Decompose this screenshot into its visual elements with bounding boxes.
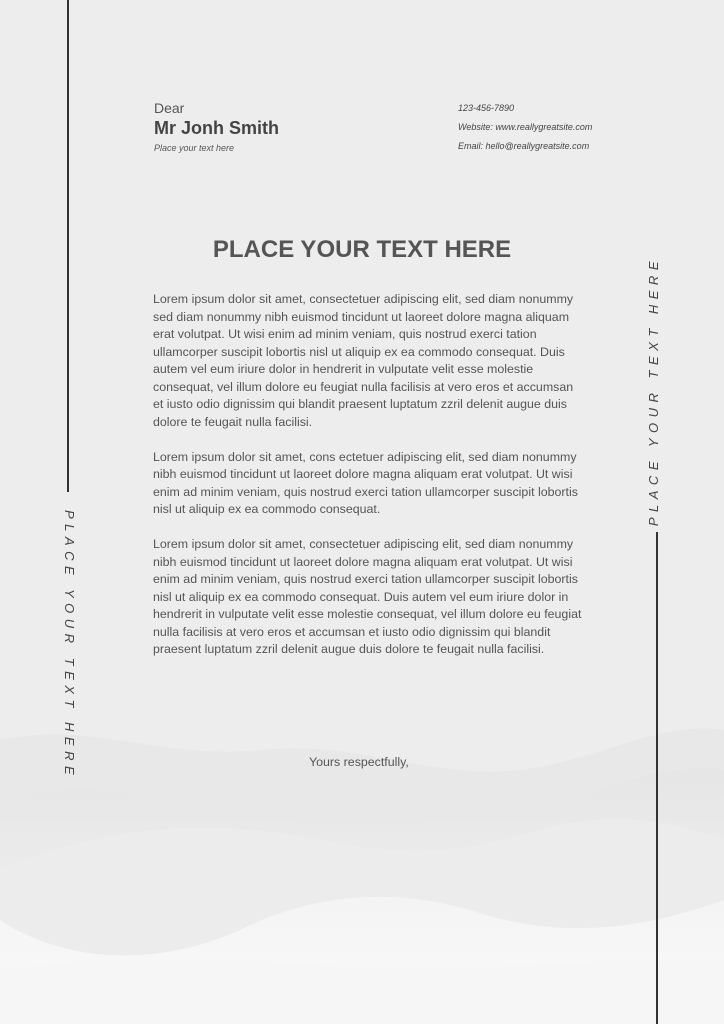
- salutation: Dear: [154, 100, 185, 116]
- body-paragraph: Lorem ipsum dolor sit amet, consectetuer adipiscing elit, sed diam nonummy sed diam nonummy nibh euismod tincidunt ut laoreet dolore magna aliquam erat volutpat. Ut wisi enim ad minim veniam, quis nostrud exerci tation ullamcorper suscipit lobortis nisl ut aliquip ex ea commodo consequat. Duis autem vel eum iriure dolor in hendrerit in vulputate velit esse molestie consequat, vel illum dolore eu feugiat nulla facilisis at vero eros et accumsan et iusto odio dignissim qui blandit praesent luptatum zzril delenit augue duis dolore te feugait nulla facilisi.: [153, 292, 574, 429]
- letter-body: [153, 291, 583, 676]
- contact-website: Website: www.reallygreatsite.com: [458, 122, 593, 132]
- wave-decoration: [0, 700, 724, 1024]
- side-text-right: PLACE YOUR TEXT HERE: [646, 256, 661, 527]
- body-paragraph: Lorem ipsum dolor sit amet, cons ectetuer adipiscing elit, sed diam nonummy nibh euismod tincidunt ut laoreet dolore magna aliquam erat volutpat. Ut wisi enim ad minim veniam, quis nostrud exerci tation ullamcorper suscipit lobortis nisl ut aliquip ex ea commodo consequat.: [153, 449, 578, 516]
- right-vertical-rule: [656, 532, 658, 1024]
- contact-block: [458, 103, 592, 160]
- side-text-left: PLACE YOUR TEXT HERE: [62, 510, 77, 781]
- closing-line: Yours respectfully,: [309, 755, 409, 769]
- recipient-name: Mr Jonh Smith: [154, 118, 279, 138]
- contact-phone: 123-456-7890: [458, 103, 515, 113]
- contact-email: Email: hello@reallygreatsite.com: [458, 141, 590, 151]
- body-paragraph: Lorem ipsum dolor sit amet, consectetuer adipiscing elit, sed diam nonummy nibh euismod tincidunt ut laoreet dolore magna aliquam erat volutpat. Ut wisi enim ad minim veniam, quis nostrud exerci tation ullamcorper suscipit lobortis nisl ut aliquip ex ea commodo consequat. Duis autem vel eum iriure dolor in hendrerit in vulputate velit esse molestie consequat, vel illum dolore eu feugiat nulla facilisis at vero eros et accumsan et iusto odio dignissim qui blandit praesent luptatum zzril delenit augue duis dolore te feugait nulla facilisi.: [153, 537, 582, 656]
- recipient-block: [154, 100, 279, 153]
- letter-heading: PLACE YOUR TEXT HERE: [212, 236, 512, 263]
- recipient-subtitle: Place your text here: [154, 143, 235, 153]
